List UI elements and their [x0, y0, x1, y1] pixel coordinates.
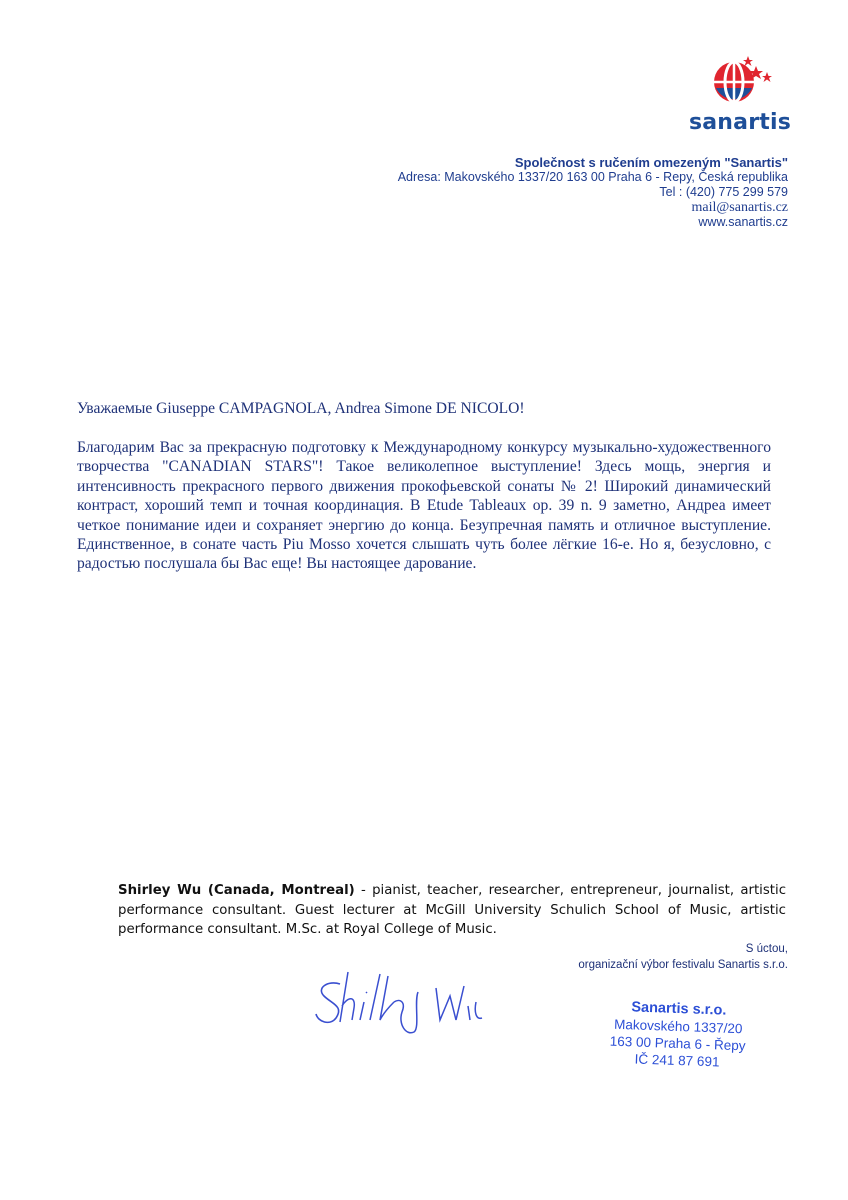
closing-line-2: organizační výbor festivalu Sanartis s.r.o. — [578, 959, 788, 971]
stamp-line-1: Sanartis s.r.o. — [631, 999, 727, 1019]
closing-block — [578, 941, 788, 973]
company-mail: mail@sanartis.cz — [691, 200, 788, 215]
closing-line-1: S úctou, — [745, 943, 788, 955]
company-web: www.sanartis.cz — [698, 215, 788, 229]
company-header — [398, 155, 788, 230]
letter-paragraph: Благодарим Вас за прекрасную подготовку к Международному конкурсу музыкально-художественного творчества "CANADIAN STARS"! Такое великолепное выступление! Здесь мощь, энергия и интенсивность прекрасного первого движения прокофьевской сонаты № 2! Широкий динамический контраст, хороший темп и точная координация. В Etude Tableaux op. 39 n. 9 заметно, Андреа имеет четкое понимание идеи и сохраняет энергию до конца. Безупречная память и отличное выступление. Единственное, в сонате часть Piu Mosso хочется слышать чуть более лёгкие 16-е. Но я, безусловно, с радостью послушала бы Вас еще! Вы настоящее дарование. — [77, 439, 771, 573]
handwritten-signature — [310, 962, 490, 1042]
bio-name: Shirley Wu (Canada, Montreal) — [118, 883, 355, 898]
stamp-line-3: 163 00 Praha 6 - Řepy — [609, 1033, 746, 1054]
company-logo — [688, 52, 792, 140]
stamp-line-4: IČ 241 87 691 — [634, 1051, 720, 1070]
bio-block — [118, 881, 786, 940]
bio-text: - pianist, teacher, researcher, entrepreneur, journalist, artistic performance consultant. Guest lecturer at McGill University Schulich School of Music, artistic performance consultant. M.Sc. at Royal College of Music. — [118, 883, 787, 937]
company-name: Společnost s ručením omezeným "Sanartis" — [514, 155, 788, 170]
company-address: Adresa: Makovského 1337/20 163 00 Praha 6 - Repy, Česká republika — [397, 170, 788, 184]
company-stamp — [597, 998, 759, 1072]
globe-stars-logo-icon — [698, 52, 788, 112]
letter-greeting: Уважаемые Giuseppe CAMPAGNOLA, Andrea Simone DE NICOLO! — [77, 400, 525, 417]
stamp-line-2: Makovského 1337/20 — [613, 1016, 743, 1037]
company-tel: Tel : (420) 775 299 579 — [659, 185, 788, 199]
logo-text: sanartis — [688, 110, 792, 135]
